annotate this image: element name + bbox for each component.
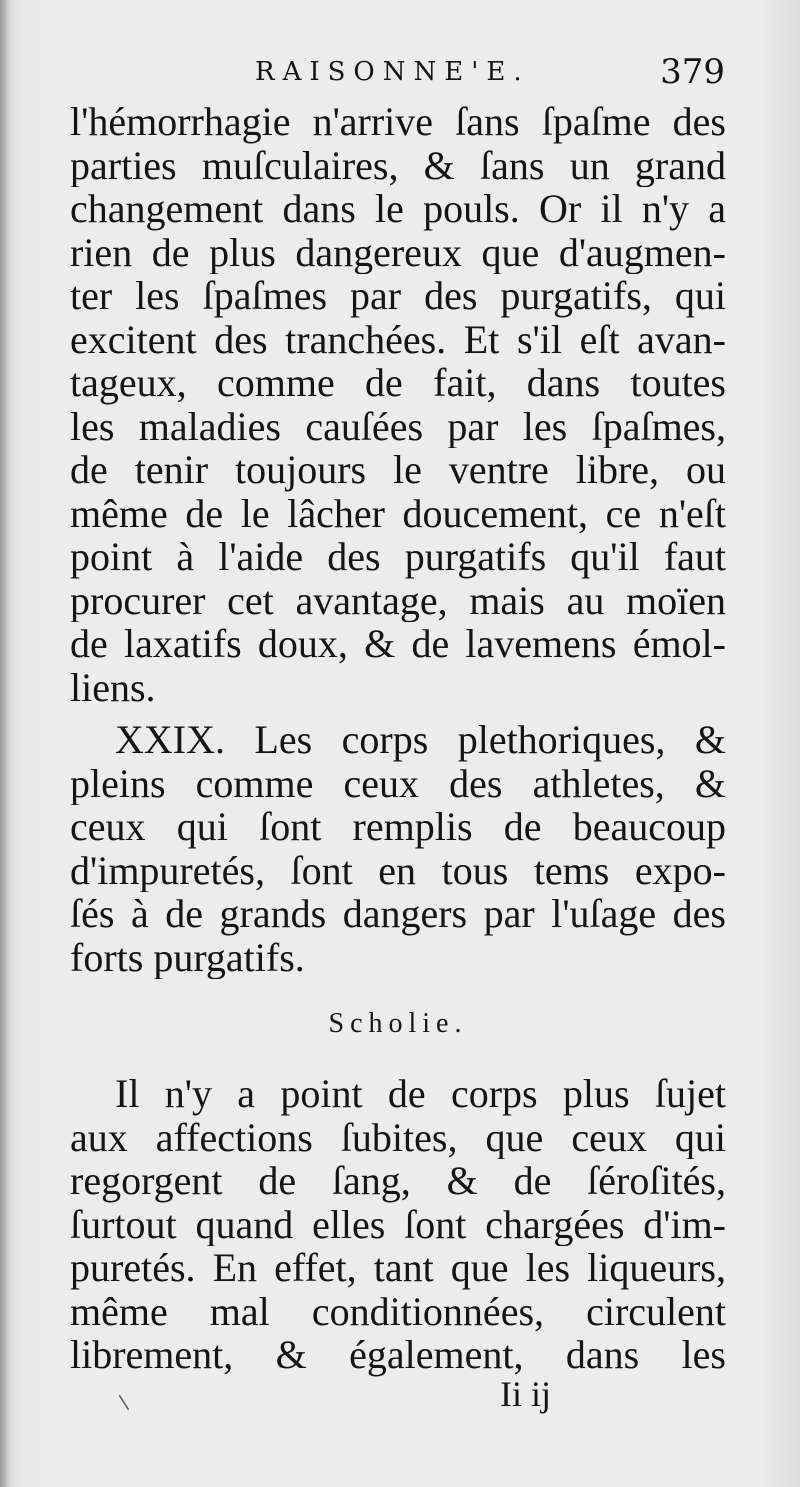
text-line: librement, & également, dans les [70, 1333, 726, 1377]
paragraph-continuation [70, 100, 726, 709]
page-spine-shadow [0, 0, 10, 1487]
text-line: d'impuretés, ſont en tous tems expo- [70, 848, 726, 892]
aphorism-xxix [70, 718, 726, 979]
text-line: Il n'y a point de corps plus ſujet [115, 1072, 726, 1116]
text-line: excitent des tranchées. Et s'il eſt avan- [70, 317, 726, 361]
running-head [255, 52, 725, 92]
text-line: puretés. En effet, tant que les liqueurs, [70, 1246, 726, 1290]
text-line: tageux, comme de fait, dans toutes [70, 361, 726, 405]
scholie-paragraph [70, 1072, 726, 1377]
text-line: pleins comme ceux des athletes, & [70, 761, 726, 805]
text-line: forts purgatifs. [70, 935, 305, 979]
text-line: rien de plus dangereux que d'augmen- [70, 230, 726, 274]
text-line: ceux qui ſont remplis de beaucoup [70, 805, 726, 849]
text-line: regorgent de ſang, & de ſéroſités, [70, 1159, 726, 1203]
text-line: même mal conditionnées, circulent [70, 1289, 726, 1333]
text-line: les maladies cauſées par les ſpaſmes, [70, 404, 726, 448]
ink-stroke-mark: / [112, 1391, 135, 1413]
text-line: l'hémorrhagie n'arrive ſans ſpaſme des [70, 100, 726, 144]
text-line: changement dans le pouls. Or il n'y a [70, 187, 726, 231]
text-line: procurer cet avantage, mais au moïen [70, 578, 726, 622]
text-line: aux affections ſubites, que ceux qui [70, 1115, 726, 1159]
text-line: même de le lâcher doucement, ce n'eſt [70, 491, 726, 535]
text-line: XXIX. Les corps plethoriques, & [115, 718, 726, 762]
text-line: parties muſculaires, & ſans un grand [70, 143, 726, 187]
running-head-title: RAISONNE'E. [255, 57, 530, 87]
text-line: de laxatifs doux, & de lavemens émol- [70, 622, 726, 666]
text-line: de tenir toujours le ventre libre, ou [70, 448, 726, 492]
text-line: ſurtout quand elles ſont chargées d'im- [70, 1202, 726, 1246]
signature-mark: Ii ij [500, 1374, 551, 1414]
page-number: 379 [660, 52, 725, 92]
text-line: ter les ſpaſmes par des purgatifs, qui [70, 274, 726, 318]
section-heading: Scholie. [328, 1008, 468, 1039]
text-line: ſés à de grands dangers par l'uſage des [70, 892, 726, 936]
text-line: point à l'aide des purgatifs qu'il faut [70, 535, 726, 579]
text-line: liens. [70, 665, 156, 709]
